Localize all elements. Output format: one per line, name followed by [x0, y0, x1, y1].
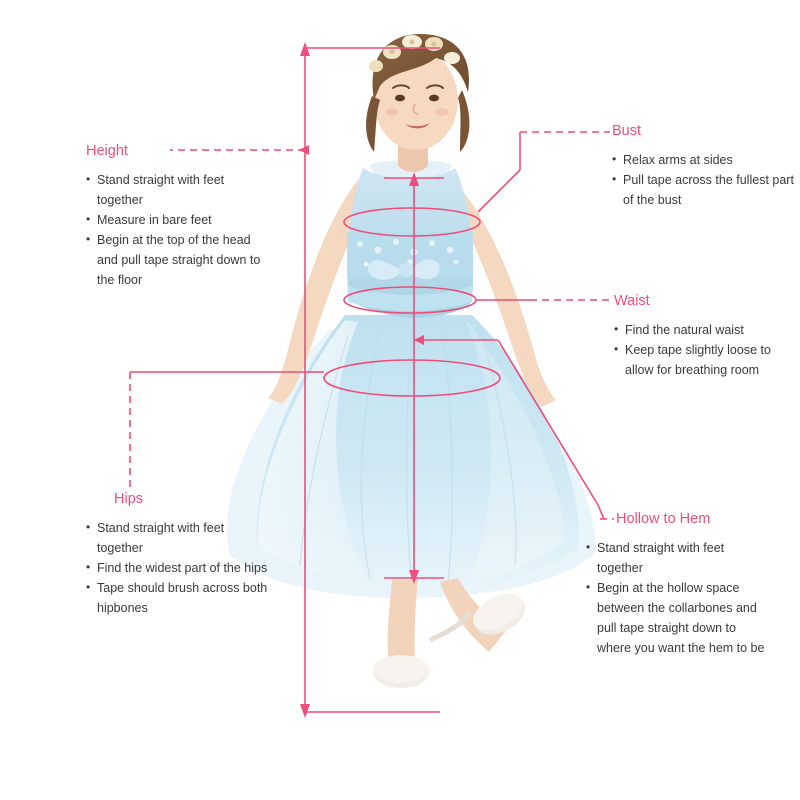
annotation-bust-title: Bust [612, 123, 642, 139]
annotation-hollow-to-hem-title: Hollow to Hem [616, 511, 711, 527]
annotation-waist-list [614, 320, 800, 380]
annotation-hips-list [86, 518, 272, 618]
annotation-hollow-to-hem [586, 510, 772, 658]
list-item: • Stand straight with feet together [86, 518, 272, 558]
annotation-hips-title: Hips [114, 491, 144, 507]
list-item: • Relax arms at sides [612, 150, 798, 170]
list-item: • Find the widest part of the hips [86, 558, 272, 578]
annotation-height-title: Height [86, 143, 128, 159]
list-item: • Begin at the hollow space between the collarbones and pull tape straight down to where you want the hem to be [586, 578, 772, 658]
list-item: • Measure in bare feet [86, 210, 272, 230]
annotation-height [86, 142, 272, 290]
list-item: • Begin at the top of the head and pull tape straight down to the floor [86, 230, 272, 290]
annotation-hips [86, 490, 272, 618]
list-item: • Pull tape across the fullest part of the bust [612, 170, 798, 210]
annotation-waist [614, 292, 800, 380]
annotation-height-list [86, 170, 272, 290]
list-item: • Tape should brush across both hipbones [86, 578, 272, 618]
annotation-bust-list [612, 150, 798, 210]
annotation-waist-title: Waist [614, 293, 650, 309]
list-item: • Find the natural waist [614, 320, 800, 340]
list-item: • Stand straight with feet together [86, 170, 272, 210]
annotation-bust [612, 122, 798, 210]
list-item: • Stand straight with feet together [586, 538, 772, 578]
list-item: • Keep tape slightly loose to allow for breathing room [614, 340, 800, 380]
annotation-hollow-to-hem-list [586, 538, 772, 658]
